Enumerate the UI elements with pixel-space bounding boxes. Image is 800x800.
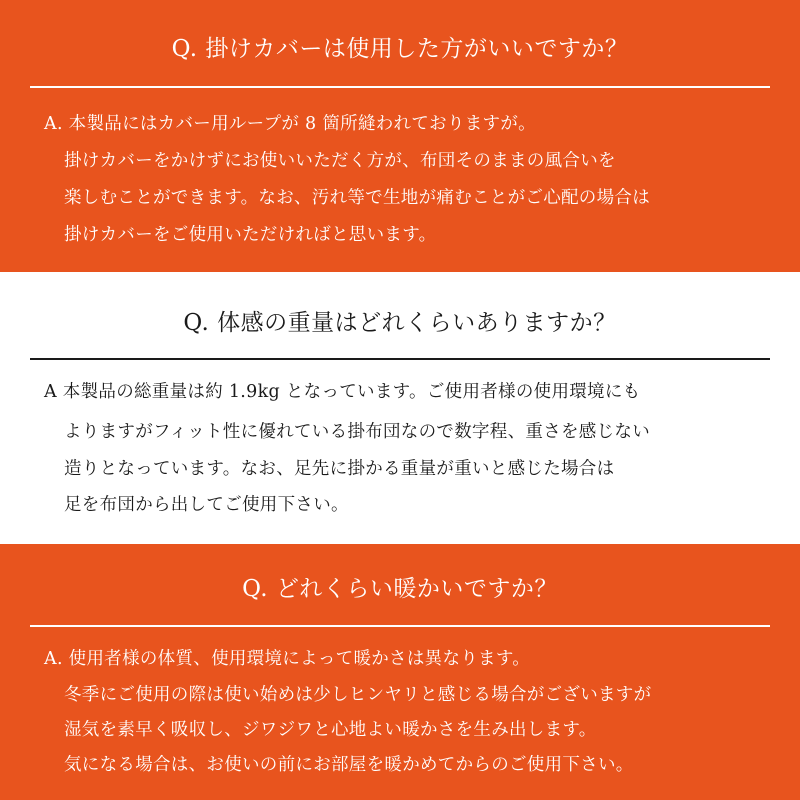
faq-answer-line: 湿気を素早く吸収し、ジワジワと心地よい暖かさを生み出します。 [64,720,597,740]
faq-question: Q. 掛けカバーは使用した方がいいですか？ [171,36,629,62]
faq-answer-line: 楽しむことができます。なお、汚れ等で生地が痛むことがご心配の場合は [64,188,650,208]
faq-answer-line: A. 使用者様の体質、使用環境によって暖かさは異なります。 [44,649,531,669]
faq-question: Q. どれくらい暖かいですか？ [242,576,558,602]
faq-answer-line: A. 本製品にはカバー用ループが 8 箇所縫われておりますが。 [44,114,536,134]
divider [30,86,770,88]
divider [30,358,770,360]
faq-answer-line: 造りとなっています。なお、足先に掛かる重量が重いと感じた場合は [64,459,615,479]
faq-section-warmth [0,544,800,800]
faq-answer-line: A 本製品の総重量は約 1.9kg となっています。ご使用者様の使用環境にも [44,382,641,402]
divider [30,625,770,627]
faq-answer-line: 掛けカバーをかけずにお使いいただく方が、布団そのままの風合いを [64,151,616,171]
faq-answer-line: よりますがフィット性に優れている掛布団なので数字程、重さを感じない [64,422,650,442]
faq-section-cover [0,0,800,272]
faq-answer-line: 掛けカバーをご使用いただければと思います。 [64,225,437,245]
faq-answer-line: 冬季にご使用の際は使い始めは少しヒンヤリと感じる場合がございますが [64,685,652,705]
faq-question: Q. 体感の重量はどれくらいありますか？ [183,310,617,336]
faq-section-weight [0,272,800,544]
faq-answer-line: 気になる場合は、お使いの前にお部屋を暖かめてからのご使用下さい。 [64,755,634,775]
faq-answer-line: 足を布団から出してご使用下さい。 [64,495,349,515]
